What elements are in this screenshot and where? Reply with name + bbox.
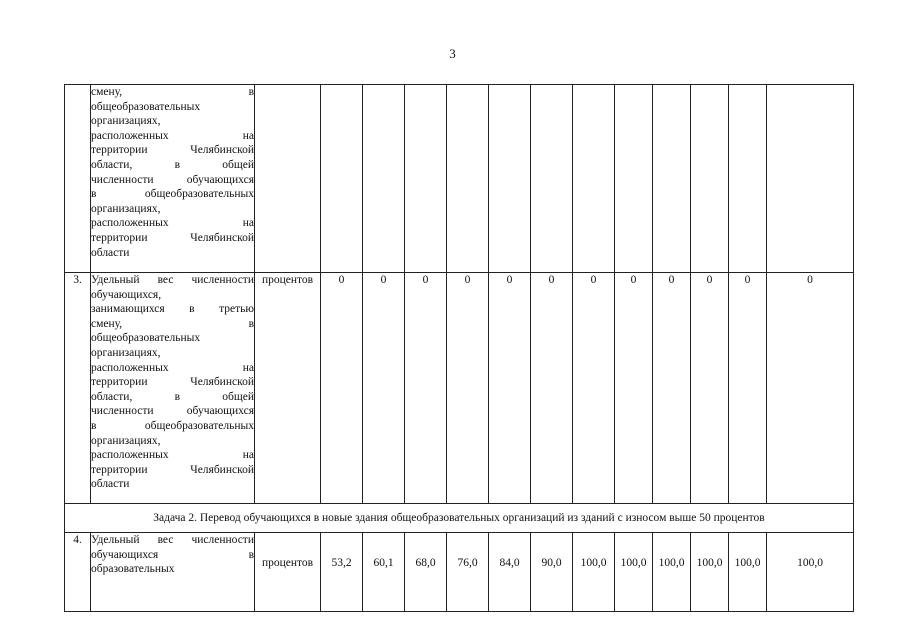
description-word: организациях, <box>91 202 161 215</box>
description-line <box>91 302 254 317</box>
description-line <box>91 533 254 548</box>
description-word: Челябинской <box>190 463 254 476</box>
description-word: общеобразовательных <box>91 332 201 345</box>
value-cell: 100,0 <box>767 533 854 612</box>
description-word: вес <box>157 534 174 546</box>
description-word: общеобразовательных <box>144 419 254 432</box>
description-word: обучающихся <box>186 173 254 186</box>
value-cell: 100,0 <box>615 533 653 612</box>
description-line <box>91 562 254 577</box>
value-cell <box>489 85 531 273</box>
description-word: территории <box>91 463 148 476</box>
value-cell: 0 <box>363 273 405 504</box>
description-line <box>91 419 254 434</box>
description-line <box>91 129 254 144</box>
value-cell: 0 <box>489 273 531 504</box>
unit-cell <box>255 85 321 273</box>
description-word: в <box>91 188 97 201</box>
row-number: 3. <box>65 273 91 504</box>
description-line <box>91 361 254 376</box>
description-word: расположенных <box>91 129 169 142</box>
description-line <box>91 216 254 231</box>
description-word: организациях, <box>91 115 161 128</box>
description-word: организациях, <box>91 346 161 359</box>
value-cell: 90,0 <box>531 533 573 612</box>
description-word: численности <box>191 274 254 286</box>
description-line <box>91 463 254 478</box>
value-cell: 0 <box>321 273 363 504</box>
description-word: Челябинской <box>190 231 254 244</box>
description-line <box>91 404 254 419</box>
description-word: вес <box>157 274 174 286</box>
description-word: обучающихся <box>186 405 254 418</box>
value-cell <box>531 85 573 273</box>
description-line <box>91 246 254 261</box>
value-cell: 76,0 <box>447 533 489 612</box>
description-word: третью <box>219 303 254 316</box>
value-cell: 100,0 <box>729 533 767 612</box>
description-word: Челябинской <box>190 376 254 389</box>
description-word: на <box>242 217 254 230</box>
description-word: на <box>242 129 254 142</box>
value-cell <box>767 85 854 273</box>
value-cell: 0 <box>405 273 447 504</box>
description-word: расположенных <box>91 217 169 230</box>
description-word: в <box>248 548 254 561</box>
value-cell: 0 <box>691 273 729 504</box>
description-word: занимающихся <box>91 303 165 316</box>
value-cell <box>653 85 691 273</box>
value-cell: 100,0 <box>653 533 691 612</box>
description-word: на <box>242 449 254 462</box>
indicators-table <box>64 84 854 612</box>
task-heading: Задача 2. Перевод обучающихся в новые здания общеобразовательных организаций из зданий с износом выше 50 процентов <box>65 504 854 533</box>
description-line <box>91 231 254 246</box>
description-line <box>91 202 254 217</box>
unit-cell: процентов <box>255 273 321 504</box>
value-cell: 60,1 <box>363 533 405 612</box>
description-line <box>91 173 254 188</box>
row-number: 4. <box>65 533 91 612</box>
description-word: численности <box>91 173 154 186</box>
description-word: области <box>91 246 130 259</box>
value-cell <box>691 85 729 273</box>
value-cell <box>573 85 615 273</box>
description-line <box>91 548 254 563</box>
value-cell: 68,0 <box>405 533 447 612</box>
description-word: в <box>189 303 195 316</box>
description-word: численности <box>191 534 254 546</box>
description-line <box>91 317 254 332</box>
description-word: территории <box>91 376 148 389</box>
description-line <box>91 346 254 361</box>
value-cell <box>615 85 653 273</box>
description-line <box>91 100 254 115</box>
value-cell: 53,2 <box>321 533 363 612</box>
description-word: смену, <box>91 317 123 330</box>
value-cell: 0 <box>447 273 489 504</box>
description-line <box>91 288 254 303</box>
task-row <box>65 504 854 533</box>
value-cell: 0 <box>573 273 615 504</box>
description-word: в <box>174 390 181 403</box>
value-cell <box>363 85 405 273</box>
description-word: организациях, <box>91 434 161 447</box>
indicator-description <box>91 85 255 273</box>
description-word: численности <box>91 405 154 418</box>
description-line <box>91 375 254 390</box>
description-word: расположенных <box>91 449 169 462</box>
page-number: 3 <box>449 46 456 61</box>
value-cell: 84,0 <box>489 533 531 612</box>
value-cell: 0 <box>531 273 573 504</box>
description-line <box>91 158 254 173</box>
description-line <box>91 331 254 346</box>
description-word: общей <box>222 158 254 171</box>
description-word: в <box>91 419 97 432</box>
description-line <box>91 114 254 129</box>
description-word: в <box>248 86 254 98</box>
value-cell: 100,0 <box>573 533 615 612</box>
value-cell: 0 <box>653 273 691 504</box>
description-line <box>91 448 254 463</box>
table-row <box>65 273 854 504</box>
unit-cell: процентов <box>255 533 321 612</box>
description-word: Удельный <box>91 534 140 546</box>
description-word: обучающихся, <box>91 288 162 301</box>
value-cell: 0 <box>615 273 653 504</box>
description-word: Удельный <box>91 274 140 286</box>
description-line <box>91 390 254 405</box>
row-number <box>65 85 91 273</box>
description-line <box>91 143 254 158</box>
description-word: обучающихся <box>91 548 159 561</box>
indicator-description <box>91 273 255 504</box>
indicator-description <box>91 533 255 612</box>
table-row <box>65 533 854 612</box>
description-word: области <box>91 478 130 491</box>
description-word: территории <box>91 231 148 244</box>
description-word: области, <box>91 390 133 403</box>
value-cell <box>447 85 489 273</box>
value-cell: 0 <box>729 273 767 504</box>
description-line <box>91 187 254 202</box>
value-cell: 100,0 <box>691 533 729 612</box>
description-line <box>91 273 254 288</box>
description-line <box>91 477 254 492</box>
value-cell <box>729 85 767 273</box>
description-word: в <box>174 158 181 171</box>
description-word: общеобразовательных <box>91 100 201 113</box>
description-word: расположенных <box>91 361 169 374</box>
description-word: в <box>248 317 254 330</box>
description-word: общеобразовательных <box>144 188 254 201</box>
description-word: общей <box>222 390 254 403</box>
description-word: на <box>242 361 254 374</box>
description-word: территории <box>91 144 148 157</box>
value-cell <box>405 85 447 273</box>
description-word: образовательных <box>91 563 175 576</box>
description-word: Челябинской <box>190 144 254 157</box>
description-line <box>91 85 254 100</box>
value-cell <box>321 85 363 273</box>
table-row <box>65 85 854 273</box>
description-line <box>91 434 254 449</box>
description-word: области, <box>91 158 133 171</box>
description-word: смену, <box>91 86 123 98</box>
value-cell: 0 <box>767 273 854 504</box>
